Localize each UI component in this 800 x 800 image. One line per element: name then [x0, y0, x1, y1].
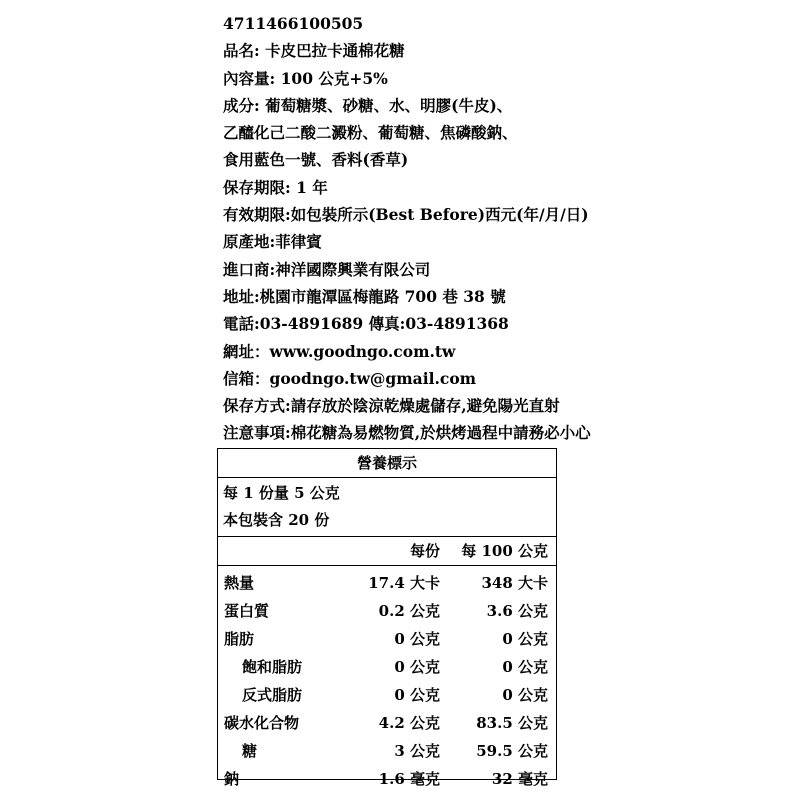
per-serving-value: 1.6 毫克 — [378, 770, 440, 788]
per-100g-value: 0 公克 — [502, 686, 548, 704]
per-100g-header: 每 100 公克 — [461, 542, 548, 560]
nutrient-name: 脂肪 — [224, 630, 255, 648]
nutrient-name: 飽和脂肪 — [242, 658, 303, 676]
nutrition-row — [218, 765, 556, 793]
per-serving-value: 3 公克 — [394, 742, 440, 760]
nutrition-title: 營養標示 — [218, 449, 556, 478]
ingredients-line-2: 乙醯化己二酸二澱粉、葡萄糖、焦磷酸鈉、 — [223, 123, 518, 143]
nutrient-name: 鈉 — [224, 770, 240, 788]
nutrition-row — [218, 597, 556, 625]
per-serving-value: 0 公克 — [394, 630, 440, 648]
importer: 進口商:神洋國際興業有限公司 — [223, 259, 431, 279]
nutrient-name: 糖 — [242, 742, 258, 760]
nutrition-column-header — [218, 537, 556, 566]
nutrition-facts-table — [217, 448, 557, 788]
caution-note: 注意事項:棉花糖為易燃物質,於烘烤過程中請務必小心 — [223, 423, 591, 443]
per-100g-value: 83.5 公克 — [476, 714, 548, 732]
per-100g-value: 0 公克 — [502, 658, 548, 676]
email: 信箱：goodngo.tw@gmail.com — [223, 368, 477, 388]
per-serving-value: 4.2 公克 — [378, 714, 440, 732]
serving-info — [218, 478, 556, 537]
nutrition-row — [218, 653, 556, 681]
nutrition-row — [218, 709, 556, 737]
per-serving-value: 17.4 大卡 — [368, 574, 440, 592]
nutrition-row — [218, 681, 556, 709]
nutrition-row — [218, 625, 556, 653]
nutrition-row — [218, 569, 556, 597]
barcode-number: 4711466100505 — [223, 14, 364, 33]
origin: 原產地:菲律賓 — [223, 232, 322, 252]
product-info — [223, 10, 783, 447]
website: 網址：www.goodngo.com.tw — [223, 341, 456, 361]
serving-size: 每 1 份量 5 公克 — [223, 484, 340, 502]
per-100g-value: 32 毫克 — [491, 770, 548, 788]
nutrient-name: 蛋白質 — [224, 602, 270, 620]
shelf-life: 保存期限: 1 年 — [223, 177, 328, 197]
net-content: 內容量: 100 公克+5% — [223, 68, 388, 88]
storage-method: 保存方式:請存放於陰涼乾燥處儲存,避免陽光直射 — [223, 396, 560, 416]
nutrient-name: 碳水化合物 — [224, 714, 300, 732]
servings-per-pack: 本包裝含 20 份 — [223, 511, 330, 529]
per-serving-value: 0 公克 — [394, 658, 440, 676]
per-serving-header: 每份 — [409, 542, 440, 560]
per-100g-value: 3.6 公克 — [486, 602, 548, 620]
product-name: 品名: 卡皮巴拉卡通棉花糖 — [223, 41, 405, 61]
per-100g-value: 59.5 公克 — [476, 742, 548, 760]
address: 地址:桃園市龍潭區梅龍路 700 巷 38 號 — [223, 286, 506, 306]
per-serving-value: 0.2 公克 — [378, 602, 440, 620]
nutrient-name: 熱量 — [224, 574, 255, 592]
per-100g-value: 348 大卡 — [481, 574, 548, 592]
per-serving-value: 0 公克 — [394, 686, 440, 704]
nutrition-row — [218, 737, 556, 765]
nutrient-name: 反式脂肪 — [242, 686, 303, 704]
ingredients-line-3: 食用藍色一號、香料(香草) — [223, 150, 409, 170]
nutrition-rows — [218, 566, 556, 793]
per-100g-value: 0 公克 — [502, 630, 548, 648]
ingredients-line-1: 成分: 葡萄糖漿、砂糖、水、明膠(牛皮)、 — [223, 95, 513, 115]
expiry-date: 有效期限:如包裝所示(Best Before)西元(年/月/日) — [223, 205, 589, 225]
phone-fax: 電話:03-4891689 傳真:03-4891368 — [223, 314, 509, 334]
